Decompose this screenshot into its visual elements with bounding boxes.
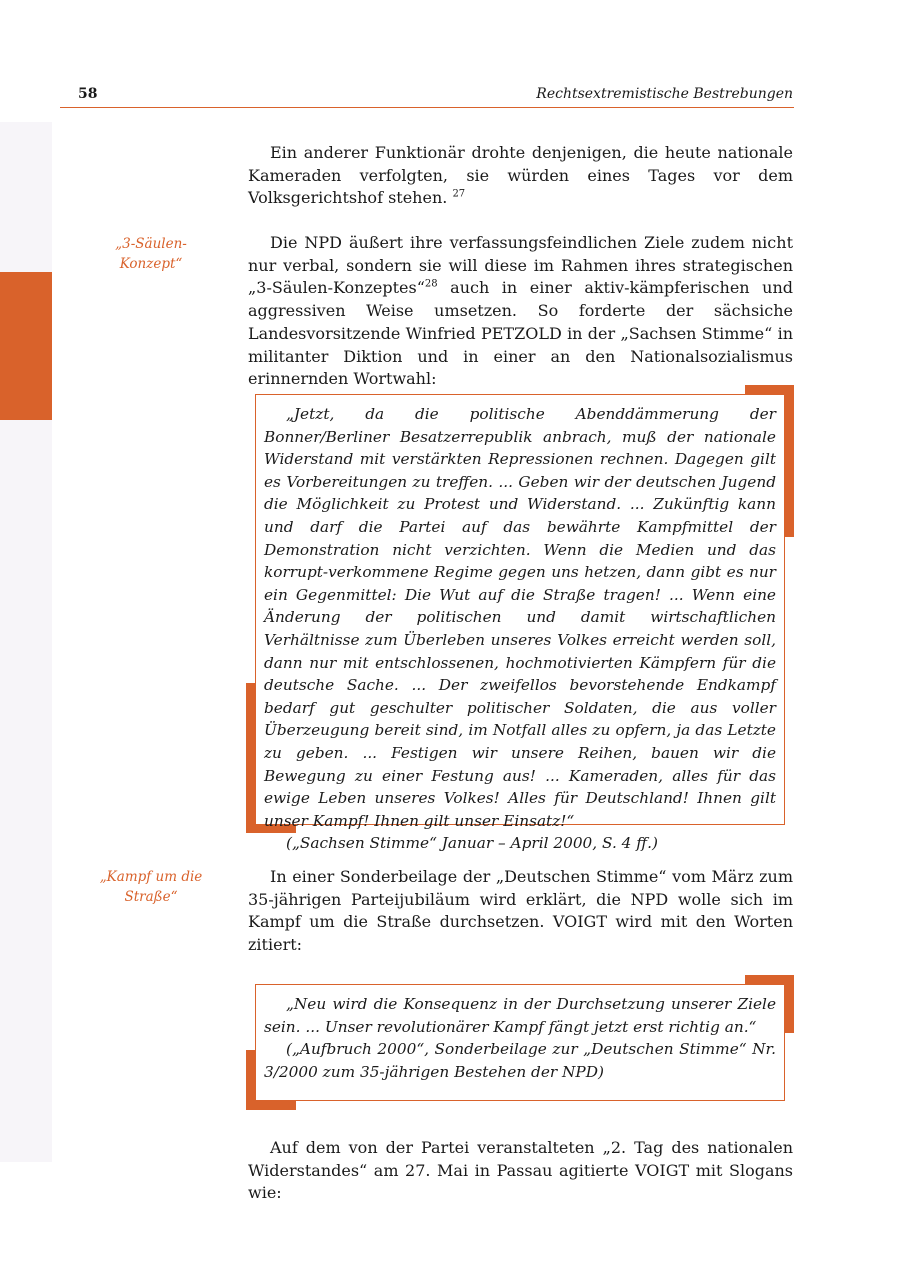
paragraph-4: Auf dem von der Partei veranstalteten „2. Tag des nationalen Widerstandes“ am 27. Mai in Passau agitierte VOIGT mit Slogans wie: bbox=[248, 1138, 793, 1203]
paragraph-1: Ein anderer Funktionär drohte denjenigen, die heute nationale Kameraden verfolgten, sie würden eines Tages vor dem Volksgerichtshof stehen. $^{27}$ bbox=[248, 143, 793, 208]
quote-text: „Jetzt, da die politische Abenddämmerung der Bonner/Berliner Besatzerrepublik anbrach, muß der nationale Widerstand mit verstärkten Repressionen rechnen. Dagegen gilt es Vorbereitungen zu treffen. ... Geben wir der deutschen Jugend die Möglichkeit zu Protest und Widerstand. ... Zukünftig kann und darf die Partei auf das bewährte Kampfmittel der Demonstration nicht verzichten. Wenn die Medien und das korrupt-verkommene Regime gegen uns hetzen, dann gibt es nur ein Gegenmittel: Die Wut auf die Straße tragen! ... Wenn eine Änderung der politischen und damit wirtschaftlichen Verhältnisse zum Überleben unseres Volkes erreicht werden soll, dann nur mit entschlossenen, hochmotivierten Kämpfern für die deutsche Sache. ... Der zweifellos bevorstehende Endkampf bedarf gut geschulter politischer Soldaten, die aus voller Überzeugung bereit sind, im Notfall alles zu opfern, ja das Letzte zu geben. ... Festigen wir unsere Reihen, bauen wir die Bewegung zu einer Festung aus! ... Kameraden, alles für das ewige Leben unseres Volkes! Alles für Deutschland! Ihnen gilt unser Kampf! Ihnen gilt unser Einsatz!“ bbox=[264, 405, 776, 830]
footnote-ref-28[interactable]: 28 bbox=[424, 279, 438, 291]
header-rule bbox=[60, 107, 794, 108]
page-number: 58 bbox=[78, 86, 98, 102]
running-header: Rechtsextremistische Bestrebungen bbox=[536, 86, 793, 102]
quote2-source: („Aufbruch 2000“, Sonderbeilage zur „Deutschen Stimme“ Nr. 3/2000 zum 35-jährigen Bestehen der NPD) bbox=[264, 1040, 776, 1081]
quote-box-aufbruch-2000 bbox=[255, 984, 785, 1101]
margin-note-kampf-um-die-strasse: „Kampf um die Straße“ bbox=[99, 869, 203, 905]
chapter-tab-marker bbox=[0, 272, 52, 420]
quote-source: („Sachsen Stimme“ Januar – April 2000, S. 4 ff.) bbox=[286, 834, 658, 853]
footnote-ref-27[interactable]: 27 bbox=[452, 189, 466, 201]
quote-box-sachsen-stimme bbox=[255, 394, 785, 853]
paragraph-3: In einer Sonderbeilage der „Deutschen Stimme“ vom März zum 35-jährigen Parteijubiläum wird erklärt, die NPD wolle sich im Kampf um die Straße durchsetzen. VOIGT wird mit den Worten zitiert: bbox=[248, 867, 793, 955]
quote2-text: „Neu wird die Konsequenz in der Durchsetzung unserer Ziele sein. ... Unser revolutionärer Kampf fängt jetzt erst richtig an.“ bbox=[264, 995, 776, 1036]
margin-note-3-saeulen: „3-Säulen-Konzept“ bbox=[115, 236, 187, 272]
paragraph-2: Die NPD äußert ihre verfassungsfeindlichen Ziele zudem nicht nur verbal, sondern sie will diese im Rahmen ihres strategischen „3-Säulen-Konzeptes“$^{28}$ auch in einer aktiv-kämpferischen und aggressiven Weise umsetzen. So forderte der sächsiche Landesvorsitzende Winfried PETZOLD in der „Sachsen Stimme“ in militanter Diktion und in einer an den Nationalsozialismus erinnernden Wortwahl: bbox=[248, 233, 793, 389]
